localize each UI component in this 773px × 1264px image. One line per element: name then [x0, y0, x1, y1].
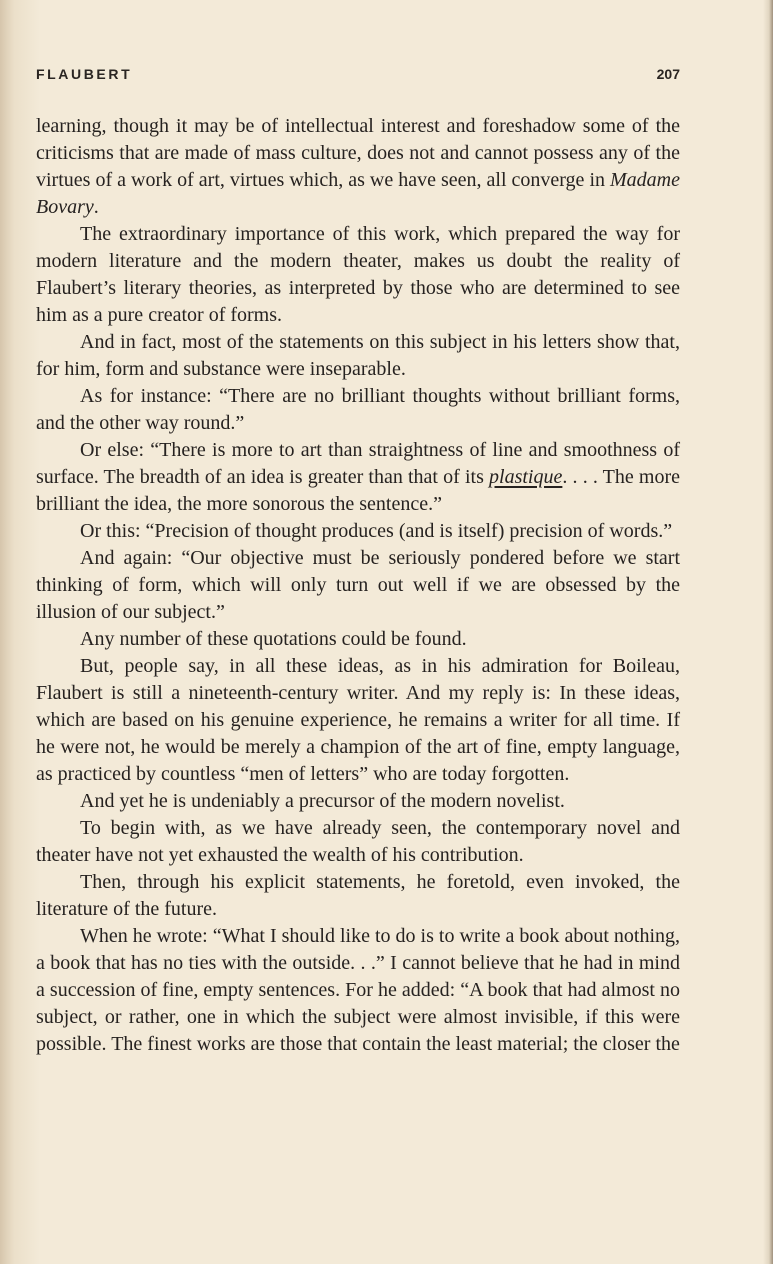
text-run: learning, though it may be of intellectual interest and foreshadow some of the criticisms that are made of mass culture, does not and cannot possess any of the virtues of a work of art, virtues which, as we have seen, all converge in: [36, 115, 680, 191]
paragraph: [36, 383, 680, 437]
paragraph: [36, 329, 680, 383]
paragraph: [36, 221, 680, 329]
text-run: Any number of these quotations could be found.: [80, 628, 467, 650]
text-run: But, people say, in all these ideas, as in his admiration for Boileau, Flaubert is still a nineteenth-century writer. And my reply is: In these ideas, which are based on his genuine experience, he remains a writer for all time. If he were not, he would be merely a champion of the art of fine, empty language, as practiced by countless “men of letters” who are today forgotten.: [36, 655, 680, 785]
emphasized-text: Madame Bovary: [36, 169, 680, 218]
text-run: Then, through his explicit statements, he foretold, even invoked, the literature of the future.: [36, 871, 680, 920]
paragraph: [36, 653, 680, 788]
paragraph: [36, 869, 680, 923]
text-run: And in fact, most of the statements on this subject in his letters show that, for him, form and substance were inseparable.: [36, 331, 680, 380]
text-run: As for instance: “There are no brilliant thoughts without brilliant forms, and the other way round.”: [36, 385, 680, 434]
text-run: .: [93, 196, 99, 218]
paragraph: [36, 437, 680, 518]
text-run: Or this: “Precision of thought produces (and is itself) precision of words.”: [80, 520, 673, 542]
text-run: And yet he is undeniably a precursor of the modern novelist.: [80, 790, 565, 812]
text-run: To begin with, as we have already seen, the contemporary novel and theater have not yet exhausted the wealth of his contribution.: [36, 817, 680, 866]
running-head: [36, 66, 680, 86]
text-run: When he wrote: “What I should like to do is to write a book about nothing, a book that has no ties with the outside. . .” I cannot believe that he had in mind a succession of fine, empty sentences. For he added: “A book that had almost no subject, or rather, one in which the subject were almost invisible, if this were possible. The finest works are those that contain the least material; the closer the: [36, 925, 680, 1055]
text-run: And again: “Our objective must be seriously pondered before we start thinking of form, which will only turn out well if we are obsessed by the illusion of our subject.”: [36, 547, 680, 623]
paragraph: [36, 545, 680, 626]
body-text: [36, 113, 680, 1058]
text-run: The extraordinary importance of this work, which prepared the way for modern literature and the modern theater, makes us doubt the reality of Flaubert’s literary theories, as interpreted by those who are determined to see him as a pure creator of forms.: [36, 223, 680, 326]
page-number: 207: [656, 66, 680, 82]
running-title: FLAUBERT: [36, 66, 133, 82]
text-run: . . . . The more brilliant the idea, the more sonorous the sentence.”: [36, 466, 680, 515]
paragraph: [36, 815, 680, 869]
paragraph: [36, 626, 680, 653]
paragraph: [36, 788, 680, 815]
paragraph: [36, 518, 680, 545]
paragraph: [36, 923, 680, 1058]
paragraph: [36, 113, 680, 221]
emphasized-text: plastique: [489, 466, 563, 488]
text-run: Or else: “There is more to art than straightness of line and smoothness of surface. The breadth of an idea is greater than that of its: [36, 439, 680, 488]
